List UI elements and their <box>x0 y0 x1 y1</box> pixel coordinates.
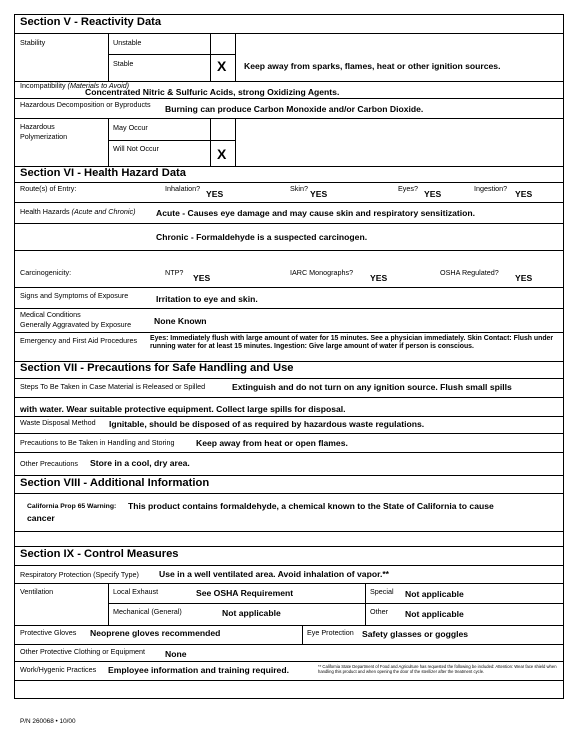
unstable-label: Unstable <box>113 38 142 47</box>
work-practices-value: Employee information and training required. <box>108 665 289 675</box>
emergency-value: Eyes: Immediately flush with large amount of water for 15 minutes. See a physician immediately. Skin Contact: Flush under running water for at least 15 minutes. Ingestion: Give large amount of water if person is conscious. <box>150 335 554 350</box>
divider <box>108 140 235 141</box>
divider <box>14 202 564 203</box>
health-label-text: Health Hazards <box>20 207 70 216</box>
local-exhaust-value: See OSHA Requirement <box>196 588 294 598</box>
prop65-value-2: cancer <box>27 513 55 523</box>
divider <box>14 118 564 119</box>
incompat-label-text: Incompatibility <box>20 81 66 90</box>
handling-storing-label: Precautions to Be Taken in Handling and Storing <box>20 438 175 447</box>
divider <box>14 378 564 379</box>
divider <box>14 680 564 681</box>
divider <box>108 54 235 55</box>
eyes-label: Eyes? <box>398 184 418 193</box>
polymerization-label-2: Polymerization <box>20 132 68 141</box>
ingestion-label: Ingestion? <box>474 184 508 193</box>
other-precautions-label: Other Precautions <box>20 459 78 468</box>
medical-conditions-value: None Known <box>154 316 207 326</box>
divider <box>14 546 564 547</box>
mechanical-value: Not applicable <box>222 608 281 618</box>
prop65-label: California Prop 65 Warning: <box>27 503 117 510</box>
waste-disposal-value: Ignitable, should be disposed of as required by hazardous waste regulations. <box>109 419 425 429</box>
other-ventilation-label: Other <box>370 607 388 616</box>
ingestion-value: YES <box>515 189 533 199</box>
divider <box>14 287 564 288</box>
divider <box>14 625 564 626</box>
divider <box>14 565 564 566</box>
special-value: Not applicable <box>405 589 464 599</box>
stability-label: Stability <box>20 38 46 47</box>
incompat-label-italic: (Materials to Avoid) <box>67 81 130 90</box>
handling-storing-value: Keep away from heat or open flames. <box>196 438 348 448</box>
routes-label: Route(s) of Entry: <box>20 184 77 193</box>
ventilation-label: Ventilation <box>20 587 54 596</box>
medical-conditions-label-2: Generally Aggravated by Exposure <box>20 320 132 329</box>
section-ix-title: Section IX - Control Measures <box>20 548 179 560</box>
stability-note: Keep away from sparks, flames, heat or other ignition sources. <box>244 61 501 71</box>
divider <box>14 332 564 333</box>
spill-steps-value-1: Extinguish and do not turn on any ignition source. Flush small spills <box>232 382 512 392</box>
stable-label: Stable <box>113 59 134 68</box>
eyes-value: YES <box>424 189 442 199</box>
mechanical-label: Mechanical (General) <box>113 607 182 616</box>
spill-steps-label: Steps To Be Taken in Case Material is Released or Spilled <box>20 382 206 391</box>
will-not-occur-checkmark: X <box>217 146 227 162</box>
work-practices-label: Work/Hygenic Practices <box>20 665 97 674</box>
divider <box>365 583 366 625</box>
health-hazards-label <box>20 207 135 216</box>
protective-gloves-value: Neoprene gloves recommended <box>90 628 221 638</box>
may-occur-label: May Occur <box>113 123 148 132</box>
special-label: Special <box>370 587 394 596</box>
divider <box>14 493 564 494</box>
osha-value: YES <box>515 273 533 283</box>
divider <box>108 583 109 625</box>
other-ventilation-value: Not applicable <box>405 609 464 619</box>
incompatibility-value: Concentrated Nitric & Sulfuric Acids, strong Oxidizing Agents. <box>85 87 340 97</box>
osha-label: OSHA Regulated? <box>440 268 499 277</box>
divider <box>14 416 564 417</box>
section-v-title: Section V - Reactivity Data <box>20 16 162 28</box>
section-vi-title: Section VI - Health Hazard Data <box>20 167 186 179</box>
respiratory-protection-value: Use in a well ventilated area. Avoid inhalation of vapor.** <box>159 569 390 579</box>
respiratory-protection-label: Respiratory Protection (Specify Type) <box>20 570 139 579</box>
divider <box>210 118 211 166</box>
divider <box>210 33 211 81</box>
divider <box>302 625 303 644</box>
divider <box>14 433 564 434</box>
divider <box>14 182 564 183</box>
part-number: P/N 260068 • 10/00 <box>20 718 76 725</box>
divider <box>235 118 236 166</box>
divider <box>14 308 564 309</box>
divider <box>14 397 564 398</box>
divider <box>14 250 564 251</box>
medical-conditions-label-1: Medical Conditions <box>20 310 81 319</box>
section-vii-title: Section VII - Precautions for Safe Handling and Use <box>20 362 294 374</box>
divider <box>235 33 236 81</box>
divider <box>14 98 564 99</box>
divider <box>14 644 564 645</box>
ntp-value: YES <box>193 273 211 283</box>
protective-clothing-value: None <box>165 649 187 659</box>
iarc-label: IARC Monographs? <box>290 268 354 277</box>
chronic-value: Chronic - Formaldehyde is a suspected carcinogen. <box>156 232 368 242</box>
polymerization-label-1: Hazardous <box>20 122 55 131</box>
footnote: ** California State Department of Food and Agriculture has requested the following be included: Attention: Wear face shield when handling this product and when opening the door of the sterilizer after the treatment cycle. <box>318 664 557 674</box>
iarc-value: YES <box>370 273 388 283</box>
protective-gloves-label: Protective Gloves <box>20 628 77 637</box>
will-not-occur-label: Will Not Occur <box>113 144 159 153</box>
skin-value: YES <box>310 189 328 199</box>
emergency-label: Emergency and First Aid Procedures <box>20 336 138 345</box>
hazardous-decomposition-label: Hazardous Decomposition or Byproducts <box>20 100 151 109</box>
acute-value: Acute - Causes eye damage and may cause skin and respiratory sensitization. <box>156 208 476 218</box>
inhalation-value: YES <box>206 189 224 199</box>
signs-symptoms-label: Signs and Symptoms of Exposure <box>20 291 129 300</box>
carcinogenicity-label: Carcinogenicity: <box>20 268 72 277</box>
eye-protection-label: Eye Protection <box>307 628 354 637</box>
health-label-italic: (Acute and Chronic) <box>71 207 136 216</box>
protective-clothing-label: Other Protective Clothing or Equipment <box>20 647 146 656</box>
waste-disposal-label: Waste Disposal Method <box>20 418 96 427</box>
other-precautions-value: Store in a cool, dry area. <box>90 458 190 468</box>
skin-label: Skin? <box>290 184 308 193</box>
eye-protection-value: Safety glasses or goggles <box>362 629 469 639</box>
divider <box>108 603 564 604</box>
divider <box>108 33 109 81</box>
prop65-value-1: This product contains formaldehyde, a chemical known to the State of California to cause <box>128 501 494 511</box>
divider <box>14 583 564 584</box>
inhalation-label: Inhalation? <box>165 184 201 193</box>
spill-steps-value-2: with water. Wear suitable protective equipment. Collect large spills for disposal. <box>20 404 346 414</box>
divider <box>14 531 564 532</box>
divider <box>14 452 564 453</box>
stable-checkmark: X <box>217 58 227 74</box>
divider <box>14 475 564 476</box>
divider <box>14 33 564 34</box>
signs-symptoms-value: Irritation to eye and skin. <box>156 294 258 304</box>
divider <box>14 223 564 224</box>
ntp-label: NTP? <box>165 268 184 277</box>
local-exhaust-label: Local Exhaust <box>113 587 159 596</box>
hazardous-decomposition-value: Burning can produce Carbon Monoxide and/or Carbon Dioxide. <box>165 104 424 114</box>
divider <box>108 118 109 166</box>
divider <box>14 661 564 662</box>
section-viii-title: Section VIII - Additional Information <box>20 477 210 489</box>
